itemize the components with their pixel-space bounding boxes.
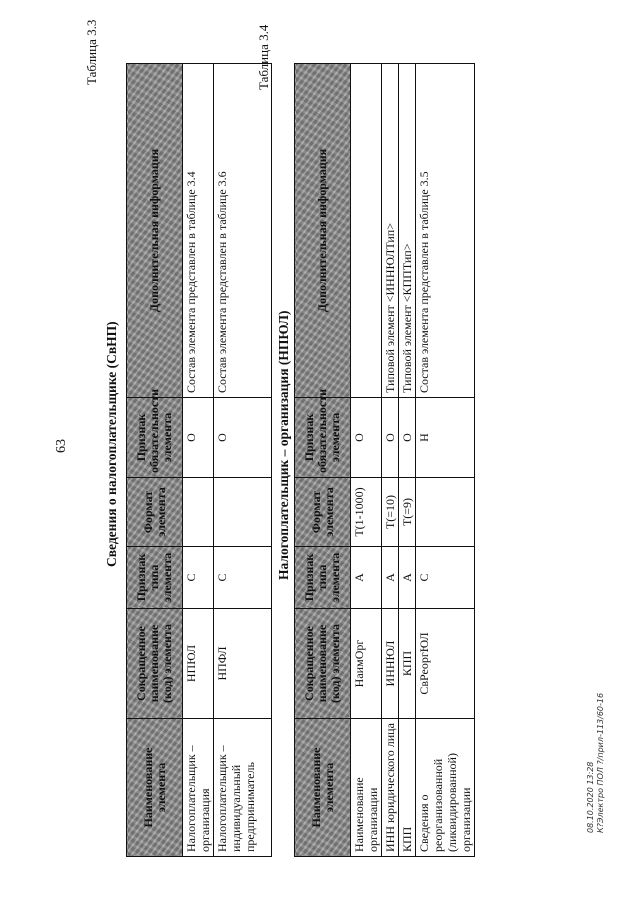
table-row [183,64,214,857]
cell: T(=9) [399,478,416,547]
table-row [382,64,399,857]
cell: Состав элемента представлен в таблице 3.5 [416,64,475,398]
header-cell: Наименование элемента [295,719,351,857]
header-cell: Сокращенное наименование (код) элемента [127,609,183,719]
header-cell: Формат элемента [127,478,183,547]
table-3-3-title: Сведения о налогоплательщике (СвНП) [104,321,119,567]
cell: А [382,547,399,609]
cell: С [214,547,272,609]
cell: С [416,547,475,609]
table-row [214,64,272,857]
cell: Типовой элемент <ИННЮЛТип> [382,64,399,398]
table-3-3-label: Таблица 3.3 [84,19,99,85]
cell: Н [416,398,475,478]
table-3-3-header-row [127,64,183,857]
cell: НПФЛ [214,609,272,719]
cell: Налогоплательщик – индивидуальный предприниматель [214,719,272,857]
cell [351,64,382,398]
page-number: 63 [54,439,69,453]
cell: А [351,547,382,609]
cell: С [183,547,214,609]
table-row [416,64,475,857]
cell: Состав элемента представлен в таблице 3.4 [183,64,214,398]
table-3-4-header-row [295,64,351,857]
cell: О [351,398,382,478]
cell [416,478,475,547]
stamp-line-1: 08.10.2020 13:28 [586,761,595,833]
cell: О [214,398,272,478]
header-cell: Признак типа элемента [127,547,183,609]
table-3-4-title: Налогоплательщик – организация (НПЮЛ) [276,310,291,580]
cell: ИННЮЛ [382,609,399,719]
cell: ИНН юридического лица [382,719,399,857]
cell: КПП [399,719,416,857]
header-cell: Сокращенное наименование (код) элемента [295,609,351,719]
cell: T(=10) [382,478,399,547]
header-cell: Признак обязательности элемента [127,398,183,478]
header-cell: Дополнительная информация [127,64,183,398]
cell: О [183,398,214,478]
cell: Состав элемента представлен в таблице 3.6 [214,64,272,398]
header-cell: Наименование элемента [127,719,183,857]
header-cell: Признак типа элемента [295,547,351,609]
cell: НПЮЛ [183,609,214,719]
cell: О [399,398,416,478]
table-row [351,64,382,857]
header-cell: Дополнительная информация [295,64,351,398]
table-row [399,64,416,857]
header-cell: Признак обязательности элемента [295,398,351,478]
cell [183,478,214,547]
cell: А [399,547,416,609]
cell: Типовой элемент <КППТип> [399,64,416,398]
cell: Сведения о реорганизованной (ликвидированной) организации [416,719,475,857]
table-3-4 [294,63,475,857]
cell: НаимОрг [351,609,382,719]
cell: О [382,398,399,478]
table-3-4-label: Таблица 3.4 [256,24,271,90]
cell: Наименование организации [351,719,382,857]
cell: Налогоплательщик – организация [183,719,214,857]
table-3-3 [126,63,272,857]
print-stamp [586,693,606,833]
cell: КПП [399,609,416,719]
cell [214,478,272,547]
header-cell: Формат элемента [295,478,351,547]
cell: СвРеоргЮЛ [416,609,475,719]
stamp-line-2: К?Электро ПОЛ ?/прил-113/60-16 [596,692,605,833]
cell: T(1-1000) [351,478,382,547]
